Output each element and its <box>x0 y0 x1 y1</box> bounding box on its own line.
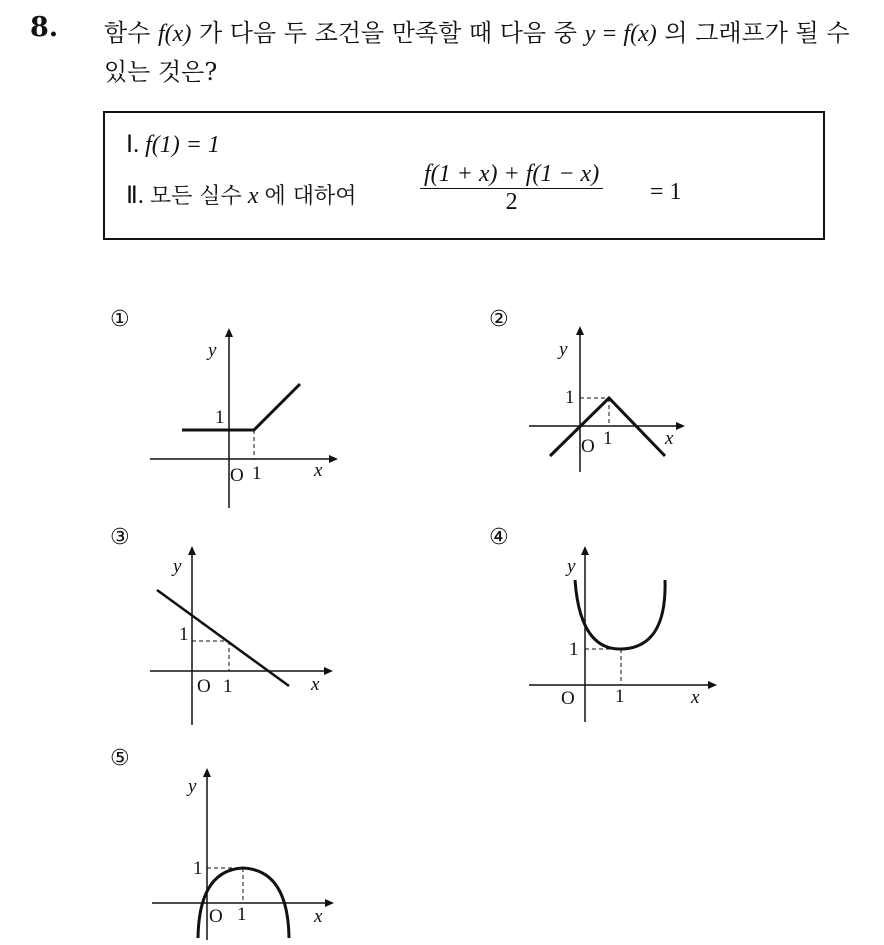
y-axis-label: y <box>173 556 182 577</box>
condition-1 <box>126 130 220 159</box>
function-curve <box>182 384 300 430</box>
y-tick-label: 1 <box>569 639 579 660</box>
option-1-graph <box>140 320 340 515</box>
x-tick-label: 1 <box>252 463 262 484</box>
condition-2-rhs: = 1 <box>650 179 682 205</box>
x-axis-label: x <box>311 674 320 695</box>
x-axis-arrow <box>324 667 333 675</box>
x-axis-label: x <box>314 906 323 927</box>
condition-2-label: Ⅱ. <box>126 183 144 209</box>
origin-label: O <box>581 436 595 457</box>
question-text-part3: 의 그래프가 될 수 있는 것은? <box>104 19 850 86</box>
option-1-label[interactable]: ① <box>110 307 130 332</box>
condition-2 <box>126 179 357 210</box>
condition-1-label: Ⅰ. <box>126 132 140 158</box>
condition-1-math: f(1) = 1 <box>145 132 220 158</box>
option-2-label[interactable]: ② <box>489 307 509 332</box>
y-tick-label: 1 <box>215 407 225 428</box>
question-number: 8. <box>30 12 59 43</box>
fraction-numerator: f(1 + x) + f(1 − x) <box>424 161 600 187</box>
x-tick-label: 1 <box>237 904 247 925</box>
question-yfx: y = f(x) <box>584 21 657 47</box>
y-axis-arrow <box>188 546 196 555</box>
question-text-part2: 가 다음 두 조건을 만족할 때 다음 중 <box>191 19 585 47</box>
x-axis-label: x <box>665 428 674 449</box>
question-text-part1: 함수 <box>104 19 158 47</box>
option-4-label[interactable]: ④ <box>489 525 509 550</box>
x-axis-label: x <box>314 460 323 481</box>
question-text <box>104 14 874 91</box>
option-3-graph <box>145 540 345 730</box>
fraction-denominator: 2 <box>505 189 518 215</box>
y-axis-label: y <box>208 340 217 361</box>
y-axis-arrow <box>581 546 589 555</box>
option-2-graph <box>525 322 690 477</box>
y-axis-arrow <box>225 328 233 337</box>
origin-label: O <box>209 906 223 927</box>
y-axis-label: y <box>188 776 197 797</box>
y-tick-label: 1 <box>193 858 203 879</box>
x-tick-label: 1 <box>615 686 625 707</box>
question-fx: f(x) <box>158 21 192 47</box>
y-axis-arrow <box>576 326 584 335</box>
x-tick-label: 1 <box>603 428 613 449</box>
x-axis-arrow <box>676 422 685 430</box>
y-axis-label: y <box>559 339 568 360</box>
option-5-label[interactable]: ⑤ <box>110 746 130 771</box>
condition-2-var: x <box>247 183 259 209</box>
y-axis-arrow <box>203 768 211 777</box>
option-5-graph <box>148 762 348 942</box>
condition-2-text2: 에 대하여 <box>264 184 357 209</box>
x-axis-arrow <box>325 899 334 907</box>
condition-2-text: 모든 실수 <box>149 184 242 209</box>
y-tick-label: 1 <box>179 624 189 645</box>
condition-2-fraction <box>420 161 603 216</box>
origin-label: O <box>197 676 211 697</box>
y-tick-label: 1 <box>565 387 575 408</box>
x-tick-label: 1 <box>223 676 233 697</box>
x-axis-arrow <box>708 681 717 689</box>
option-4-graph <box>525 540 720 725</box>
function-curve <box>575 580 665 649</box>
x-axis-arrow <box>329 455 338 463</box>
origin-label: O <box>230 465 244 486</box>
y-axis-label: y <box>567 556 576 577</box>
origin-label: O <box>561 688 575 709</box>
option-3-label[interactable]: ③ <box>110 525 130 550</box>
x-axis-label: x <box>691 687 700 708</box>
